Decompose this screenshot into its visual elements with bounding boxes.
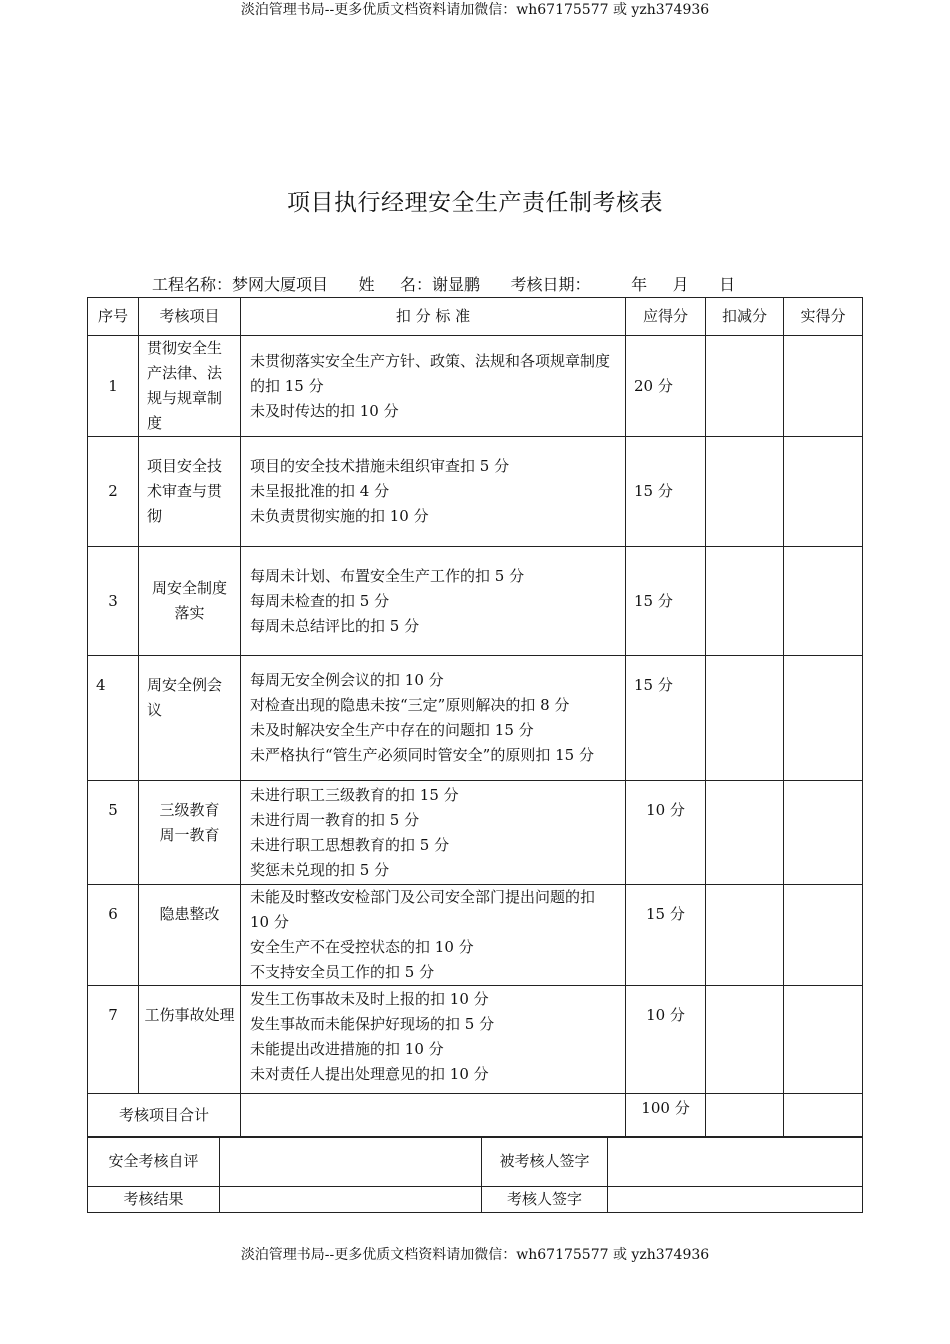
row-deduct-cell[interactable]: [706, 547, 784, 656]
criteria-line: 发生工伤事故未及时上报的扣 10 分: [250, 990, 489, 1008]
table-row: [88, 437, 863, 547]
header-score: 应得分: [626, 298, 706, 336]
criteria-line: 未进行职工三级教育的扣 15 分: [250, 785, 459, 804]
assessment-table: [87, 297, 863, 1138]
row-item: 工伤事故处理: [139, 986, 241, 1094]
header-item: 考核项目: [139, 298, 241, 336]
table-row: [88, 885, 863, 986]
footer-banner: 淡泊管理书局--更多优质文档资料请加微信：wh67175577 或 yzh374936: [240, 1247, 710, 1263]
row-actual-cell[interactable]: [784, 656, 863, 781]
row-score: 15 分: [626, 547, 706, 656]
row-criteria: [241, 336, 626, 437]
result-row: [88, 1187, 863, 1213]
table-row: [88, 336, 863, 437]
criteria-line: 不支持安全员工作的扣 5 分: [250, 963, 435, 981]
table-row: [88, 656, 863, 781]
row-criteria: [241, 781, 626, 885]
result-field[interactable]: [220, 1187, 482, 1213]
total-score: 100 分: [626, 1094, 706, 1138]
row-criteria: [241, 656, 626, 781]
criteria-line: 发生事故而未能保护好现场的扣 5 分: [250, 1015, 495, 1033]
row-no: 6: [88, 885, 139, 986]
criteria-line: 未严格执行“管生产必须同时管安全”的原则扣 15 分: [250, 746, 594, 764]
row-deduct-cell[interactable]: [706, 986, 784, 1094]
criteria-line: 未对责任人提出处理意见的扣 10 分: [250, 1065, 489, 1083]
criteria-line: 每周未检查的扣 5 分: [250, 591, 390, 610]
row-no: 5: [88, 781, 139, 885]
row-no: 1: [88, 336, 139, 437]
criteria-line: 未负责贯彻实施的扣 10 分: [250, 507, 429, 525]
row-item: 隐患整改: [139, 885, 241, 986]
row-score: 15 分: [626, 437, 706, 547]
row-criteria: [241, 885, 626, 986]
self-eval-row: [88, 1137, 863, 1187]
row-score: 15 分: [626, 885, 706, 986]
header-actual: 实得分: [784, 298, 863, 336]
row-item: 贯彻安全生产法律、法规与规章制度: [139, 336, 241, 437]
table-row: [88, 986, 863, 1094]
examiner-sign-field[interactable]: [608, 1187, 863, 1213]
row-actual-cell[interactable]: [784, 986, 863, 1094]
criteria-line: 未及时解决安全生产中存在的问题扣 15 分: [250, 721, 534, 739]
criteria-line: 每周未计划、布置安全生产工作的扣 5 分: [250, 566, 525, 585]
criteria-line: 奖惩未兑现的扣 5 分: [250, 860, 390, 879]
project-info-line: 工程名称：梦网大厦项目 姓 名：谢显鹏 考核日期： 年 月 日: [152, 275, 736, 294]
examinee-sign-field[interactable]: [608, 1137, 863, 1187]
criteria-line: 未能提出改进措施的扣 10 分: [250, 1040, 444, 1058]
criteria-line: 每周未总结评比的扣 5 分: [250, 616, 420, 635]
row-actual-cell[interactable]: [784, 885, 863, 986]
header-criteria: 扣 分 标 准: [241, 298, 626, 336]
row-criteria: [241, 986, 626, 1094]
criteria-line: 每周无安全例会议的扣 10 分: [250, 671, 444, 689]
criteria-line: 对检查出现的隐患未按“三定”原则解决的扣 8 分: [250, 696, 570, 714]
row-no: 7: [88, 986, 139, 1094]
document-title: 项目执行经理安全生产责任制考核表: [287, 190, 663, 216]
row-actual-cell[interactable]: [784, 781, 863, 885]
row-criteria: [241, 437, 626, 547]
row-no: 4: [88, 656, 139, 781]
criteria-line: 未进行职工思想教育的扣 5 分: [250, 835, 450, 854]
criteria-line: 未进行周一教育的扣 5 分: [250, 810, 420, 829]
header-no: 序号: [88, 298, 139, 336]
row-item: 周安全制度落实: [139, 547, 241, 656]
table-header-row: [88, 298, 863, 336]
row-criteria: [241, 547, 626, 656]
signature-table: [87, 1136, 863, 1213]
total-actual-cell[interactable]: [784, 1094, 863, 1138]
row-item: 周安全例会议: [139, 656, 241, 781]
result-label: 考核结果: [88, 1187, 220, 1213]
self-eval-field[interactable]: [220, 1137, 482, 1187]
row-actual-cell[interactable]: [784, 336, 863, 437]
row-score: 10 分: [626, 781, 706, 885]
row-no: 2: [88, 437, 139, 547]
total-label: 考核项目合计: [88, 1094, 241, 1138]
total-criteria-cell: [241, 1094, 626, 1138]
row-actual-cell[interactable]: [784, 547, 863, 656]
criteria-line: 未及时传达的扣 10 分: [250, 401, 399, 420]
examinee-sign-label: 被考核人签字: [482, 1137, 608, 1187]
row-deduct-cell[interactable]: [706, 781, 784, 885]
header-banner: 淡泊管理书局--更多优质文档资料请加微信：wh67175577 或 yzh374936: [240, 2, 710, 18]
row-score: 15 分: [626, 656, 706, 781]
criteria-line: 未呈报批准的扣 4 分: [250, 482, 390, 500]
table-row: [88, 781, 863, 885]
table-row: [88, 547, 863, 656]
criteria-line: 未贯彻落实安全生产方针、政策、法规和各项规章制度的扣 15 分: [250, 351, 611, 395]
row-deduct-cell[interactable]: [706, 336, 784, 437]
total-row: [88, 1094, 863, 1138]
row-actual-cell[interactable]: [784, 437, 863, 547]
criteria-line: 安全生产不在受控状态的扣 10 分: [250, 938, 474, 956]
row-score: 20 分: [626, 336, 706, 437]
row-deduct-cell[interactable]: [706, 656, 784, 781]
row-no: 3: [88, 547, 139, 656]
total-deduct-cell[interactable]: [706, 1094, 784, 1138]
self-eval-label: 安全考核自评: [88, 1137, 220, 1187]
header-deduct: 扣减分: [706, 298, 784, 336]
row-deduct-cell[interactable]: [706, 885, 784, 986]
row-item: 三级教育周一教育: [139, 781, 241, 885]
examiner-sign-label: 考核人签字: [482, 1187, 608, 1213]
row-score: 10 分: [626, 986, 706, 1094]
row-item: 项目安全技术审查与贯彻: [139, 437, 241, 547]
row-deduct-cell[interactable]: [706, 437, 784, 547]
criteria-line: 项目的安全技术措施未组织审查扣 5 分: [250, 457, 510, 475]
criteria-line: 未能及时整改安检部门及公司安全部门提出问题的扣 10 分: [250, 888, 596, 931]
